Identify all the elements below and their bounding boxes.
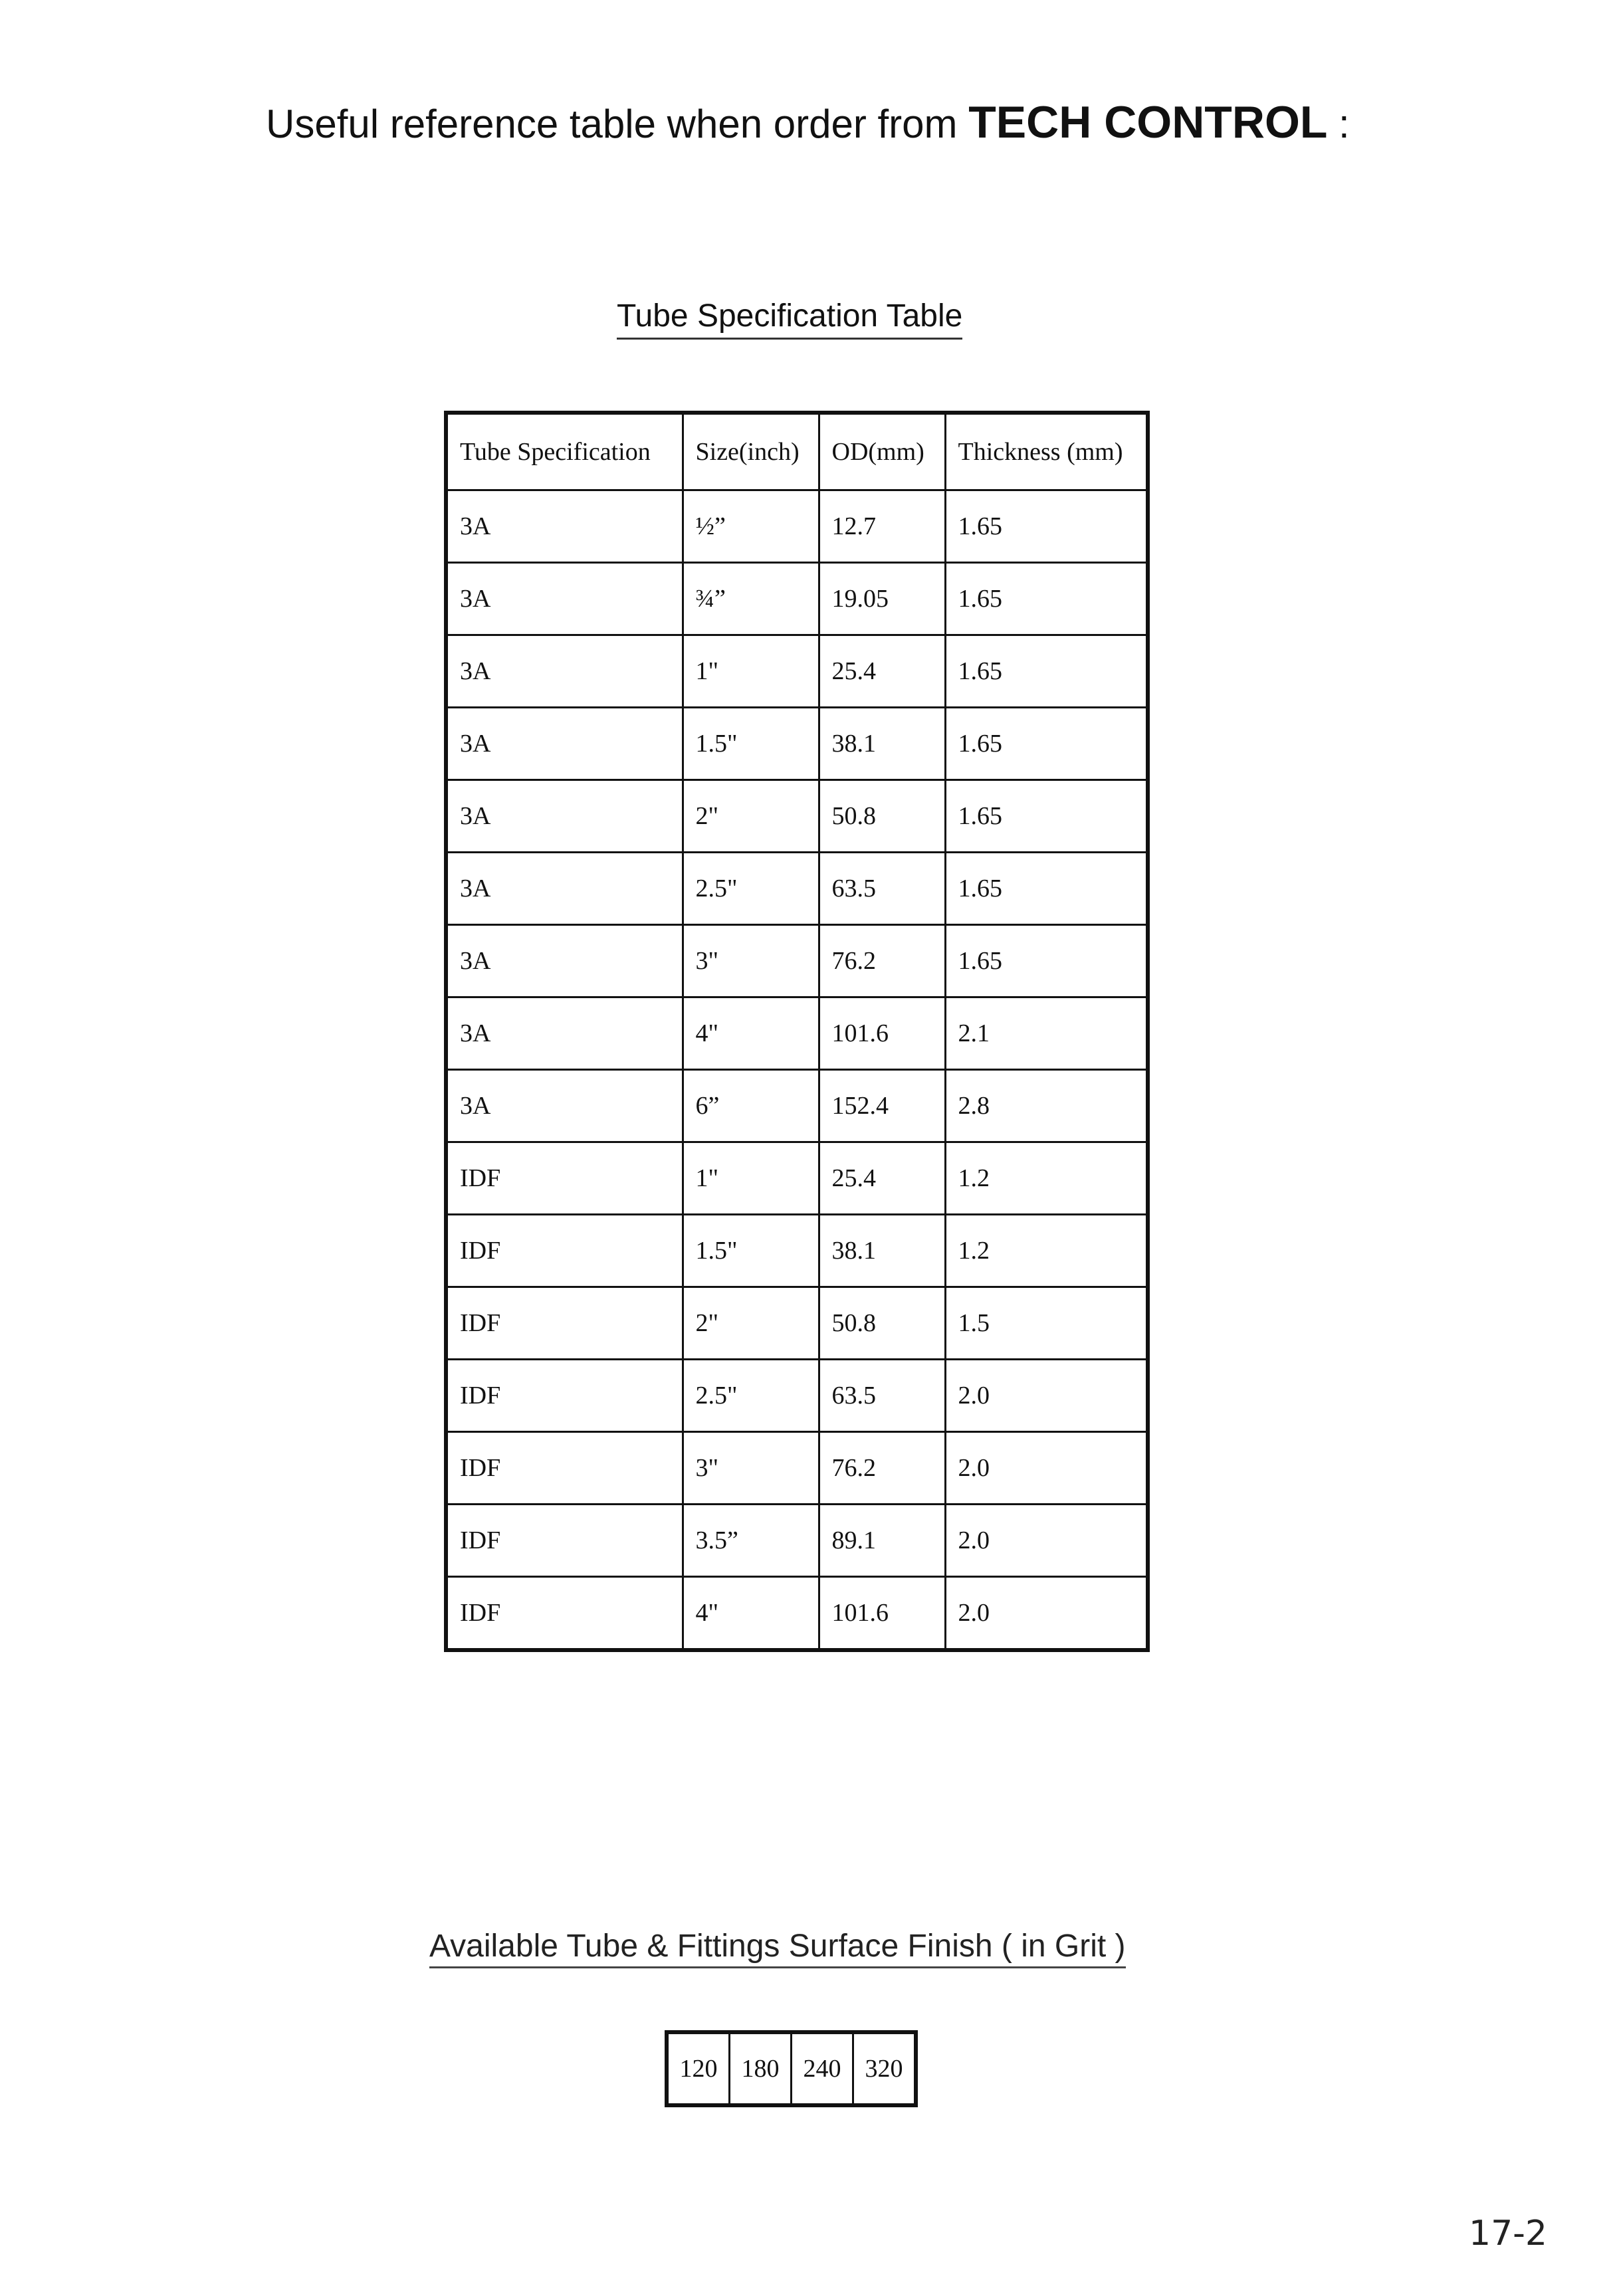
cell-od-mm: 25.4 [819, 635, 945, 708]
cell-thickness-mm: 1.65 [945, 635, 1148, 708]
grit-value: 320 [853, 2032, 916, 2105]
cell-od-mm: 101.6 [819, 1577, 945, 1651]
cell-tube-specification: IDF [446, 1360, 683, 1432]
cell-tube-specification: 3A [446, 708, 683, 780]
column-header-od-mm: OD(mm) [819, 413, 945, 490]
cell-od-mm: 12.7 [819, 490, 945, 563]
grit-value: 120 [667, 2032, 730, 2105]
table-row [446, 997, 1148, 1070]
cell-od-mm: 38.1 [819, 708, 945, 780]
cell-thickness-mm: 2.8 [945, 1070, 1148, 1142]
cell-thickness-mm: 1.2 [945, 1142, 1148, 1215]
table-row [446, 708, 1148, 780]
cell-size-inch: 2.5" [683, 853, 819, 925]
cell-od-mm: 63.5 [819, 1360, 945, 1432]
table-row [446, 1142, 1148, 1215]
grit-value: 180 [730, 2032, 792, 2105]
cell-size-inch: ¾” [683, 563, 819, 635]
cell-size-inch: 4" [683, 1577, 819, 1651]
table-row [446, 1432, 1148, 1505]
cell-tube-specification: 3A [446, 490, 683, 563]
cell-thickness-mm: 1.65 [945, 563, 1148, 635]
column-header-thickness-mm: Thickness (mm) [945, 413, 1148, 490]
page-heading [266, 97, 1350, 148]
cell-od-mm: 25.4 [819, 1142, 945, 1215]
heading-intro: Useful reference table when order from [266, 102, 969, 146]
page-number: 17-2 [1469, 2214, 1548, 2253]
cell-tube-specification: 3A [446, 925, 683, 997]
surface-finish-title: Available Tube & Fittings Surface Finish ( in Grit ) [429, 1931, 1126, 1968]
tube-spec-table-title: Tube Specification Table [617, 300, 962, 340]
table-row [446, 925, 1148, 997]
cell-size-inch: 3" [683, 1432, 819, 1505]
cell-tube-specification: 3A [446, 563, 683, 635]
cell-od-mm: 76.2 [819, 925, 945, 997]
table-row [446, 1287, 1148, 1360]
cell-od-mm: 89.1 [819, 1505, 945, 1577]
column-header-size-inch: Size(inch) [683, 413, 819, 490]
tube-spec-table [444, 411, 1150, 1652]
cell-od-mm: 76.2 [819, 1432, 945, 1505]
table-row [446, 1215, 1148, 1287]
table-row [446, 490, 1148, 563]
cell-size-inch: 2" [683, 780, 819, 853]
cell-tube-specification: 3A [446, 853, 683, 925]
table-header-row [446, 413, 1148, 490]
cell-size-inch: 1.5" [683, 708, 819, 780]
cell-thickness-mm: 1.65 [945, 853, 1148, 925]
cell-thickness-mm: 2.0 [945, 1505, 1148, 1577]
cell-size-inch: 1.5" [683, 1215, 819, 1287]
cell-size-inch: 3.5” [683, 1505, 819, 1577]
cell-tube-specification: IDF [446, 1432, 683, 1505]
cell-size-inch: 1" [683, 635, 819, 708]
cell-tube-specification: 3A [446, 997, 683, 1070]
cell-od-mm: 19.05 [819, 563, 945, 635]
table-row [446, 1360, 1148, 1432]
grit-value: 240 [792, 2032, 853, 2105]
table-row [446, 853, 1148, 925]
cell-thickness-mm: 2.0 [945, 1577, 1148, 1651]
cell-od-mm: 38.1 [819, 1215, 945, 1287]
cell-size-inch: 2.5" [683, 1360, 819, 1432]
cell-tube-specification: IDF [446, 1215, 683, 1287]
heading-suffix: : [1327, 102, 1350, 146]
cell-tube-specification: IDF [446, 1577, 683, 1651]
table-row [446, 780, 1148, 853]
cell-thickness-mm: 2.0 [945, 1432, 1148, 1505]
cell-size-inch: 6” [683, 1070, 819, 1142]
cell-od-mm: 101.6 [819, 997, 945, 1070]
cell-size-inch: 2" [683, 1287, 819, 1360]
cell-tube-specification: 3A [446, 1070, 683, 1142]
cell-thickness-mm: 1.2 [945, 1215, 1148, 1287]
table-row [446, 1577, 1148, 1651]
cell-thickness-mm: 2.0 [945, 1360, 1148, 1432]
cell-thickness-mm: 1.65 [945, 780, 1148, 853]
cell-tube-specification: IDF [446, 1142, 683, 1215]
brand-name: TECH CONTROL [968, 97, 1328, 148]
column-header-tube-specification: Tube Specification [446, 413, 683, 490]
cell-tube-specification: 3A [446, 780, 683, 853]
table-row [446, 635, 1148, 708]
grit-row [667, 2032, 916, 2105]
cell-tube-specification: IDF [446, 1287, 683, 1360]
grit-table [665, 2030, 918, 2107]
table-row [446, 1070, 1148, 1142]
cell-thickness-mm: 1.65 [945, 925, 1148, 997]
cell-od-mm: 152.4 [819, 1070, 945, 1142]
cell-tube-specification: IDF [446, 1505, 683, 1577]
cell-thickness-mm: 1.65 [945, 490, 1148, 563]
cell-thickness-mm: 1.5 [945, 1287, 1148, 1360]
table-row [446, 563, 1148, 635]
tube-spec-table-body [446, 490, 1148, 1651]
cell-od-mm: 63.5 [819, 853, 945, 925]
cell-size-inch: 3" [683, 925, 819, 997]
cell-thickness-mm: 1.65 [945, 708, 1148, 780]
cell-od-mm: 50.8 [819, 780, 945, 853]
cell-size-inch: 4" [683, 997, 819, 1070]
cell-thickness-mm: 2.1 [945, 997, 1148, 1070]
cell-size-inch: ½” [683, 490, 819, 563]
cell-size-inch: 1" [683, 1142, 819, 1215]
cell-tube-specification: 3A [446, 635, 683, 708]
table-row [446, 1505, 1148, 1577]
cell-od-mm: 50.8 [819, 1287, 945, 1360]
